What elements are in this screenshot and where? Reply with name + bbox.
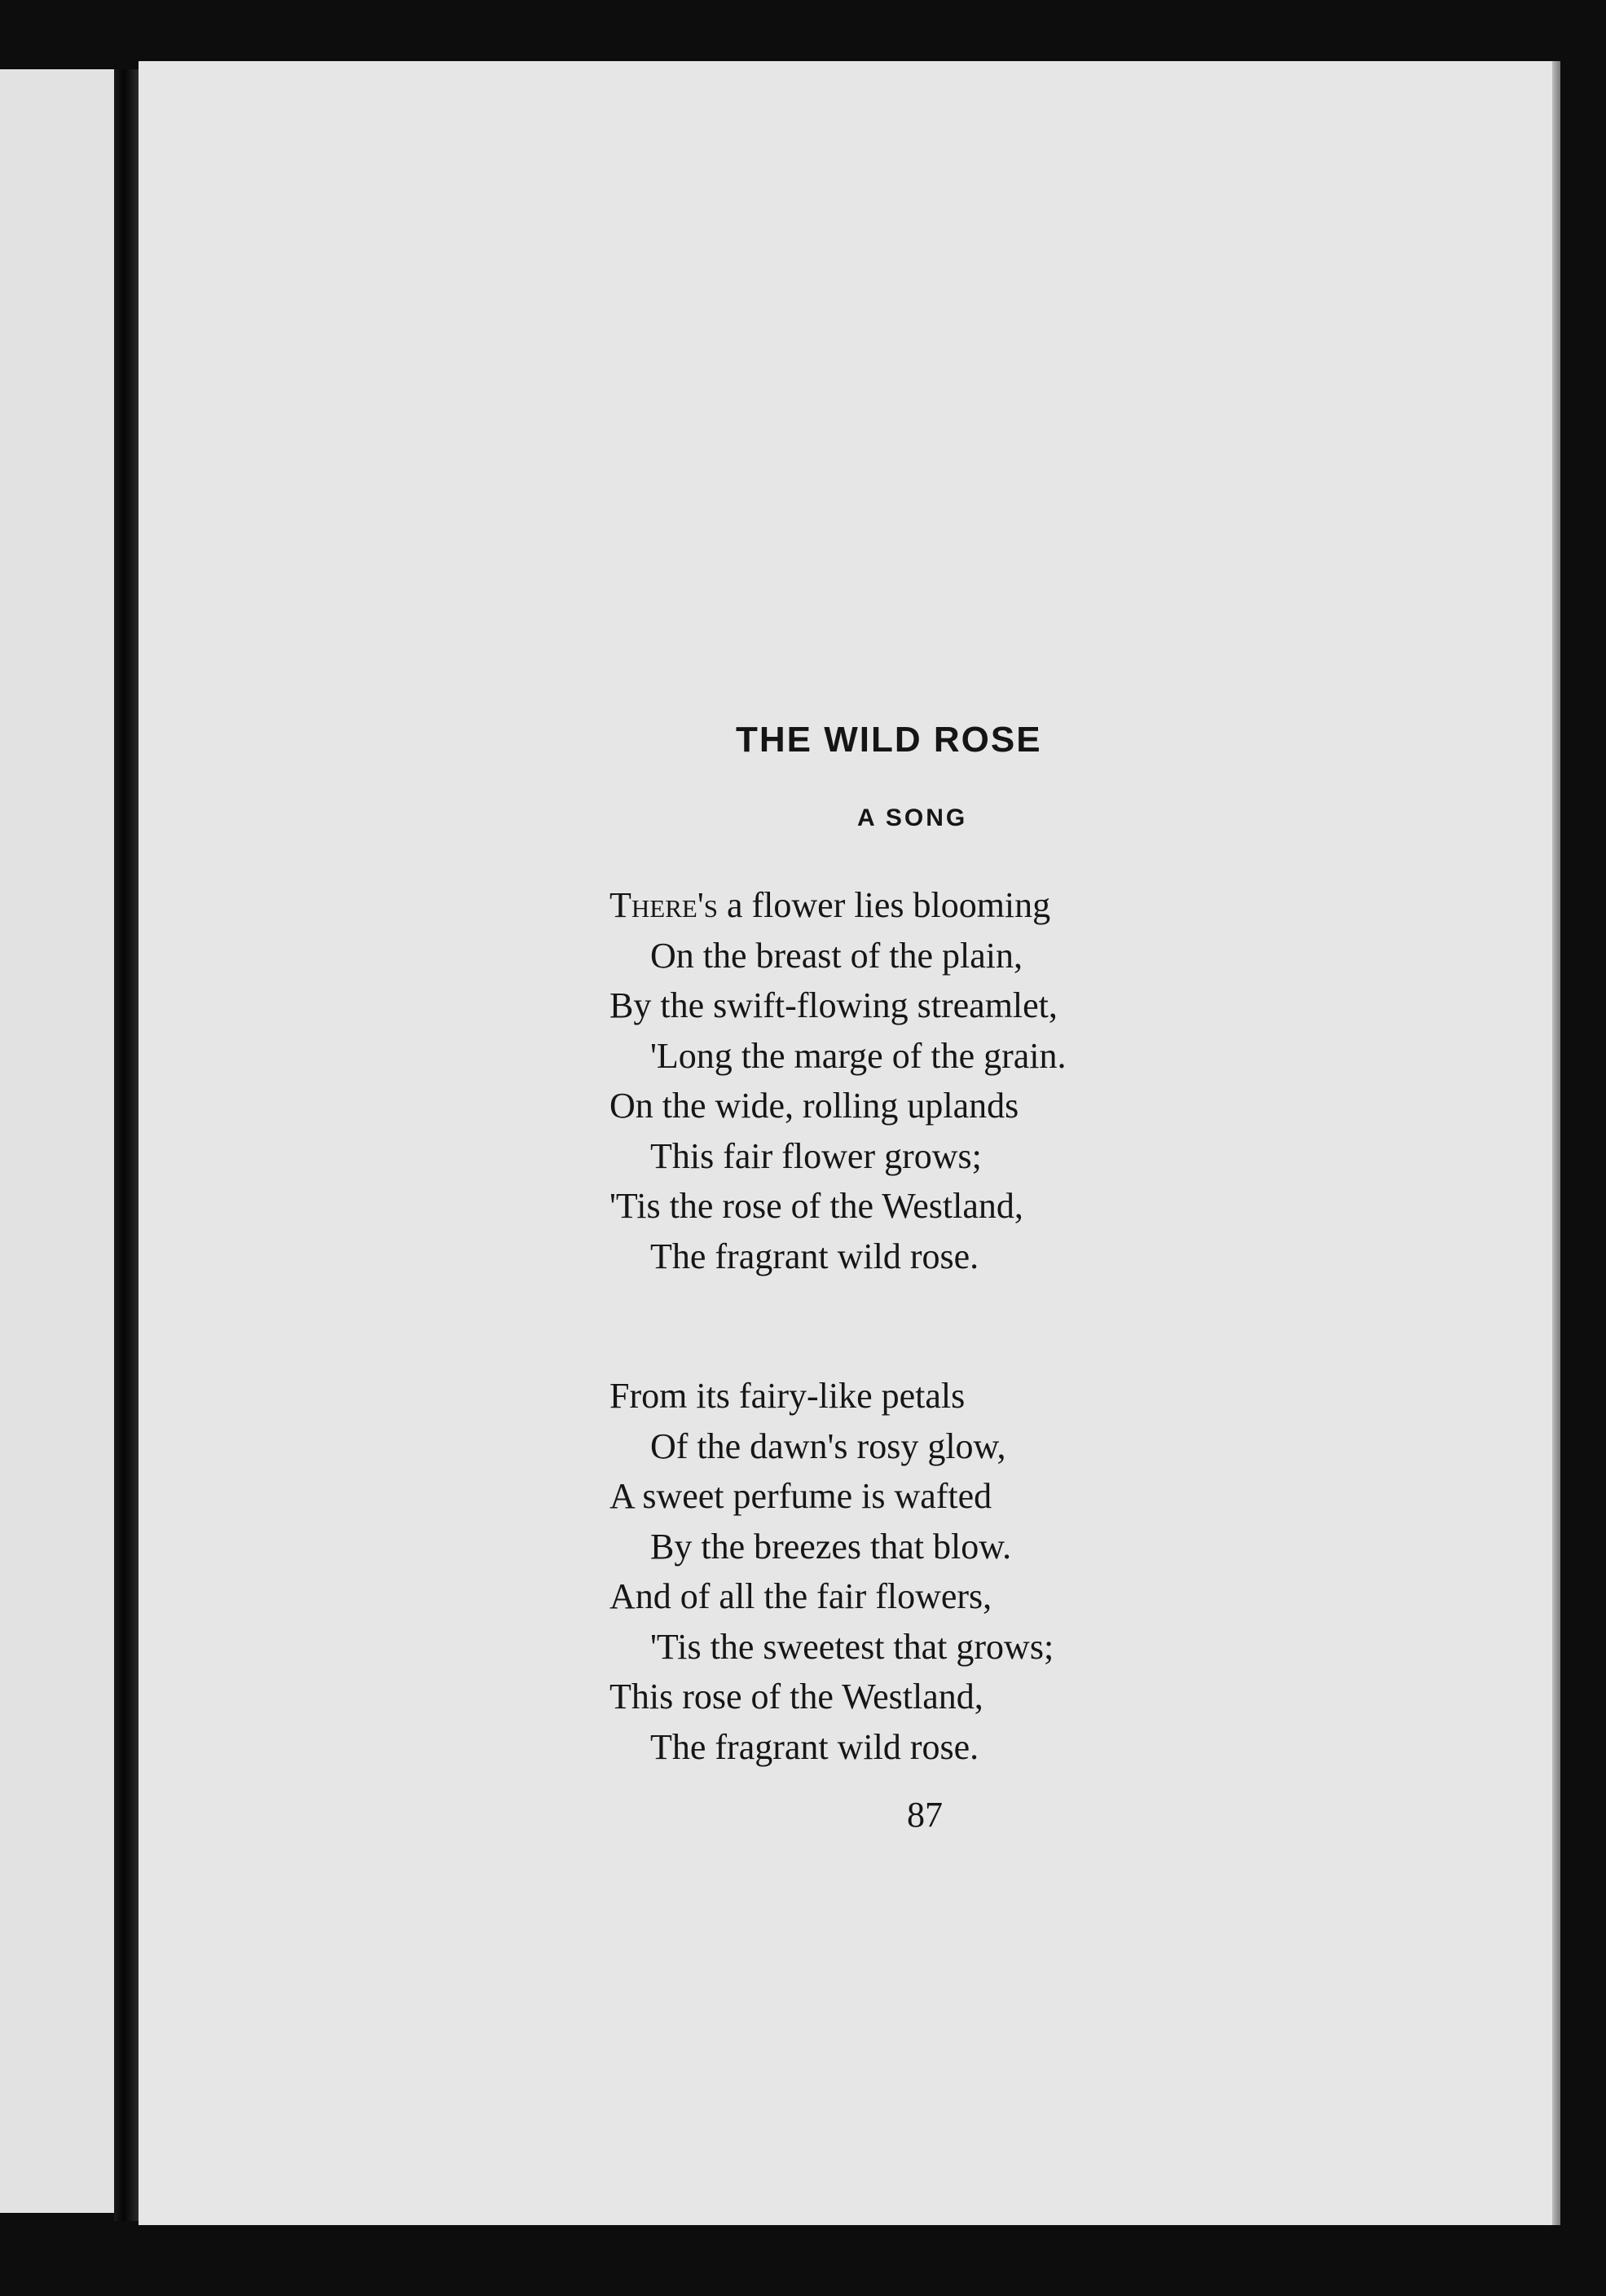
stanza-2-line-6: 'Tis the sweetest that grows; [650, 1626, 1054, 1667]
book-page [139, 61, 1552, 2225]
stanza-2-line-3: A sweet perfume is wafted [609, 1476, 992, 1516]
poem-title: THE WILD ROSE [736, 720, 1042, 760]
stanza-2-line-8: The fragrant wild rose. [650, 1726, 979, 1767]
stanza-2-line-2: Of the dawn's rosy glow, [650, 1426, 1006, 1466]
facing-page-edge [0, 69, 114, 2213]
stanza-2-line-1: From its fairy-like petals [609, 1376, 966, 1416]
stanza-1-line-2: On the breast of the plain, [650, 935, 1023, 976]
stanza-1-line-6: This fair flower grows; [650, 1135, 982, 1176]
line-remainder: a flower lies blooming [718, 885, 1051, 925]
stanza-2-line-4: By the breezes that blow. [650, 1526, 1012, 1567]
stanza-1-line-7: 'Tis the rose of the Westland, [609, 1186, 1023, 1226]
stanza-1-line-1 [609, 880, 1067, 931]
book-binding-gutter [114, 69, 139, 2221]
page-number: 87 [907, 1795, 943, 1835]
stanza-1-line-8: The fragrant wild rose. [650, 1236, 979, 1276]
poem-subtitle: A SONG [857, 804, 968, 831]
page-right-edge [1552, 61, 1560, 2225]
stanza-1-line-4: 'Long the marge of the grain. [650, 1035, 1067, 1076]
stanza-1-line-3: By the swift-flowing streamlet, [609, 985, 1058, 1025]
stanza-1-line-5: On the wide, rolling uplands [609, 1086, 1019, 1126]
stanza-2-line-5: And of all the fair flowers, [609, 1576, 992, 1616]
stanza-2 [609, 1371, 1054, 1772]
drop-initial: T [609, 885, 631, 925]
small-caps-word: here's [631, 885, 718, 925]
stanza-1 [609, 880, 1067, 1281]
stanza-2-line-7: This rose of the Westland, [609, 1677, 983, 1716]
